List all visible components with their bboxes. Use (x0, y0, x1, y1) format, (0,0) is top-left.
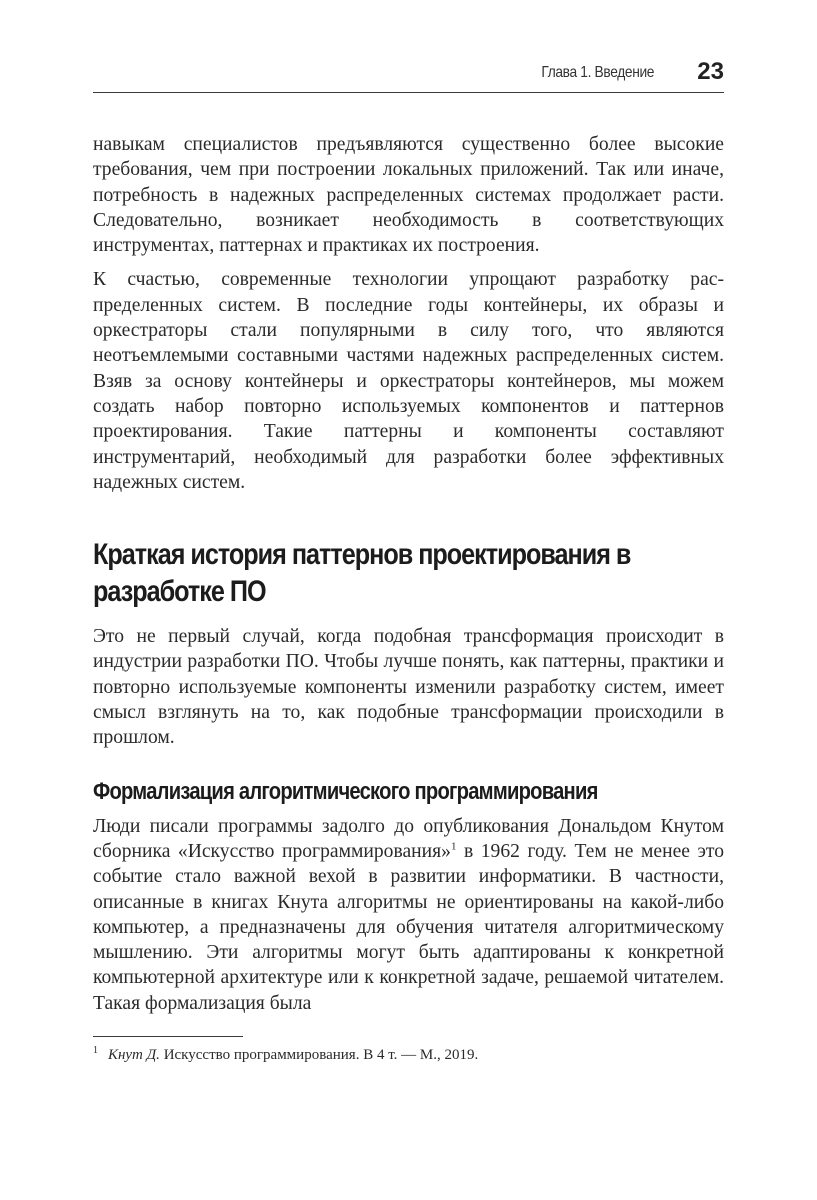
body-paragraph: К счастью, современные технологии упрощают разработку распределенных систем. В последние годы контейнеры, их образы и оркестраторы стали популярными в силу того, что являются неотъемлемыми составными частями надежных распределенных систем. Взяв за основу контейнеры и оркестраторы контейнеров, мы можем создать набор повторно используемых компонентов и паттернов проектирования. Такие паттерны и компоненты составляют инструментарий, необходимый для разработки более эффективных надежных систем. (93, 269, 724, 493)
subsection-paragraph (93, 814, 724, 1016)
paragraph-text: в 1962 году. Тем не менее это событие стало важной вехой в развитии информатики. В частности, описанные в книгах Кнута алгоритмы не ориентированы на какой-либо компьютер, а предназначены для обучения читателя алгоритмическому мышлению. Эти алгоритмы могут быть адаптированы к конкретной компьютерной архитектуре или к конкретной задаче, решаемой читателем. Такая формализация была (93, 840, 725, 1014)
subsection-heading: Формализация алгоритмического программирования (93, 777, 598, 805)
footnote-reference[interactable]: 1 (450, 840, 457, 853)
body-paragraph: навыкам специалистов предъявляются существенно более высокие требования, чем при построении локальных приложений. Так или иначе, потребность в надежных распределенных системах продолжает расти. Следовательно, возникает необходимость в соответствующих инструментах, паттернах и практиках их построения. (93, 134, 724, 257)
running-header (93, 58, 724, 93)
footnote-divider (93, 1036, 243, 1037)
page-number: 23 (697, 58, 724, 85)
footnote (93, 1045, 724, 1065)
footnote-mark: 1 (93, 1045, 98, 1056)
page-body (93, 132, 724, 1016)
chapter-title: Глава 1. Введение (541, 64, 654, 81)
section-heading: Краткая история паттернов проектирования в разработке ПО (93, 538, 631, 609)
footnote-author: Кнут Д. (108, 1047, 160, 1063)
footnote-text: Искусство программирования. В 4 т. — М., 2019. (159, 1047, 479, 1063)
section-paragraph: Это не первый случай, когда подобная трансформация происходит в индустрии разработки ПО. Чтобы лучше понять, как паттерны, практики и повторно используемые компоненты изменили разработку систем, имеет смысл взглянуть на то, как подобные трансформации происходили в прошлом. (93, 626, 724, 749)
paragraph-text: Люди писали программы задолго до опубликования Дональдом Кнутом сборника «Искусство программирования» (93, 815, 724, 862)
